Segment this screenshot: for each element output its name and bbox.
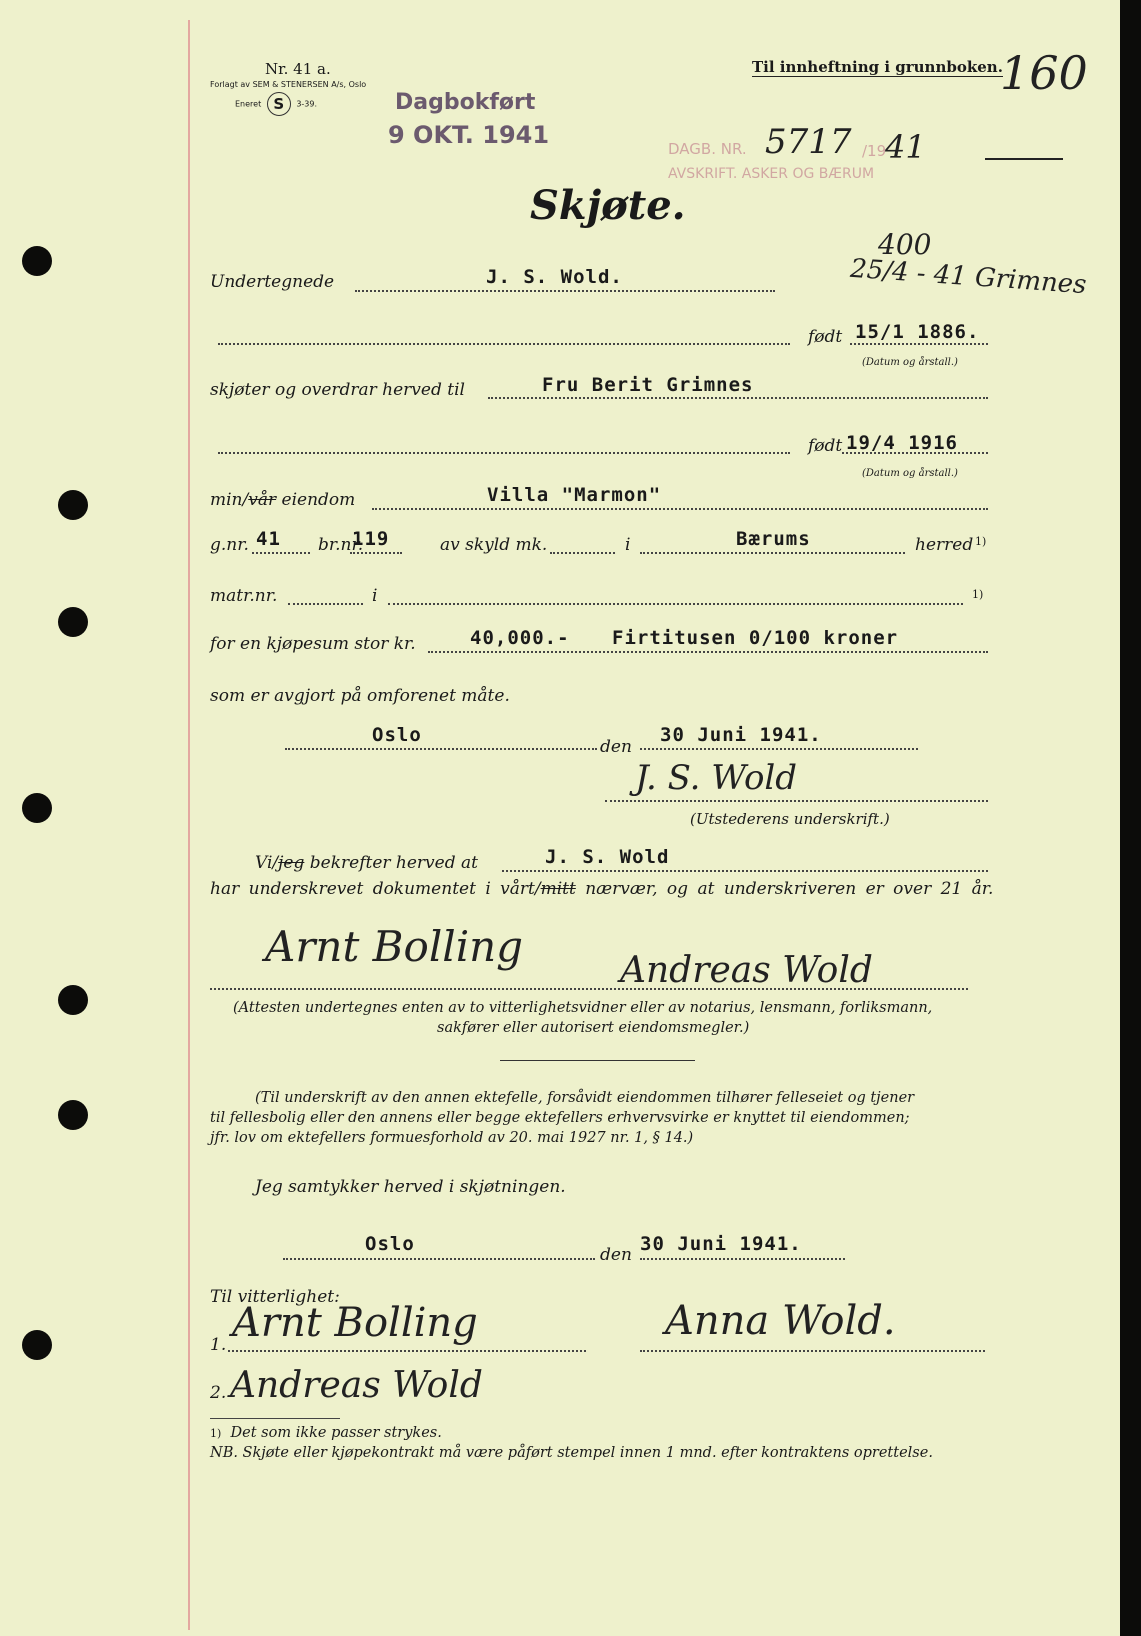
dotted-line (355, 290, 775, 292)
gnr-label: g.nr. (210, 535, 249, 555)
eiendom-rest: eiendom (276, 490, 356, 510)
herred-label: herred (915, 535, 974, 555)
eiendom-label (210, 490, 355, 510)
attest-note-1: (Attesten undertegnes enten av to vitterlighetsvidner eller av notarius, lensmann, forliksmann, (233, 1000, 933, 1016)
punch-hole (58, 985, 88, 1015)
page-number: 160 (1000, 46, 1088, 100)
dotted-line (288, 603, 363, 605)
avgjort-text: som er avgjort på omforenet måte. (210, 686, 510, 706)
form-number: Nr. 41 a. (265, 60, 331, 78)
dotted-line (428, 651, 988, 653)
eiendom-min: min/ (210, 490, 249, 510)
dagbokfort-date: 9 OKT. 1941 (388, 121, 550, 149)
undertegnede-label: Undertegnede (210, 272, 335, 292)
footnote-mark: 1) (975, 535, 987, 548)
dotted-line (372, 508, 988, 510)
dotted-line (640, 748, 918, 750)
publisher-line: Forlagt av SEM & STENERSEN A/s, Oslo (210, 80, 367, 89)
date-2: 30 Juni 1941. (640, 1233, 802, 1255)
vitterlighet-label: Til vitterlighet: (210, 1287, 340, 1307)
eiendom-var-struck: vår (248, 490, 277, 510)
dagb-nr-year: 41 (885, 128, 926, 166)
attest-line-1 (255, 853, 478, 873)
spouse-note-3: jfr. lov om ektefellers formuesforhold av 20. mai 1927 nr. 1, § 14.) (210, 1130, 694, 1146)
punch-hole (22, 1330, 52, 1360)
publisher-logo: S (267, 92, 291, 116)
mitt-struck: mitt (540, 879, 576, 899)
witness-2-signature: Andreas Wold (230, 1365, 483, 1406)
footnote-1 (210, 1425, 442, 1441)
seller-name: J. S. Wold. (486, 266, 623, 288)
den-label: den (600, 1245, 632, 1265)
dotted-line (842, 452, 988, 454)
attest-note-2: sakfører eller autorisert eiendomsmegler.) (437, 1020, 750, 1036)
dotted-line (218, 452, 790, 454)
attest-line-2: har underskrevet dokumentet i vårt/mitt nærvær, og at underskriveren er over 21 år. (210, 879, 994, 899)
footnote-1-text: Det som ikke passer strykes. (230, 1425, 442, 1441)
kjopesum-value: 40,000.- (470, 627, 570, 649)
dotted-line (640, 1258, 845, 1260)
buyer-name: Fru Berit Grimnes (542, 374, 754, 396)
witness-num-2: 2. (210, 1383, 227, 1403)
dotted-line (350, 552, 402, 554)
dotted-line (550, 552, 615, 554)
brnr-value: 119 (352, 528, 390, 550)
punch-hole (22, 793, 52, 823)
note-number: 400 (878, 228, 932, 261)
nb-footnote: NB. Skjøte eller kjøpekontrakt må være påført stempel innen 1 mnd. efter kontraktens oprettelse. (210, 1445, 933, 1461)
dotted-line (850, 343, 988, 345)
dotted-line (228, 1350, 586, 1352)
jeg-struck: jeg (278, 853, 305, 873)
punch-hole (58, 607, 88, 637)
eneret-text: Eneret (235, 99, 262, 109)
dotted-line (388, 603, 963, 605)
dotted-line (605, 800, 988, 802)
punch-hole (58, 490, 88, 520)
place-1: Oslo (372, 724, 422, 746)
kjopesum-words: Firtitusen 0/100 kroner (612, 627, 899, 649)
brnr-label: br.nr. (318, 535, 364, 555)
bekrefter-label: bekrefter herved at (304, 853, 478, 873)
dagbokfort-stamp: Dagbokført (395, 90, 536, 115)
transfer-label: skjøter og overdrar herved til (210, 380, 465, 400)
footnote-1-mark: 1) (210, 1427, 222, 1440)
matr-i-label: i (372, 586, 378, 606)
dotted-line (502, 870, 988, 872)
datum-note: (Datum og årstall.) (862, 357, 958, 368)
date-1: 30 Juni 1941. (660, 724, 822, 746)
dotted-line (640, 1350, 985, 1352)
dotted-line (285, 748, 597, 750)
witness-2-signature: Andreas Wold (620, 950, 873, 991)
witness-1-signature: Arnt Bolling (265, 922, 524, 971)
publisher-edition: 3-39. (296, 99, 318, 109)
dagb-nr-label: DAGB. NR. (668, 140, 747, 158)
gnr-value: 41 (256, 528, 281, 550)
witness-num-1: 1. (210, 1335, 227, 1355)
attested-person: J. S. Wold (545, 846, 670, 868)
kjopesum-label: for en kjøpesum stor kr. (210, 634, 416, 654)
spouse-note-1: (Til underskrift av den annen ektefelle, forsåvidt eiendommen tilhører felleseiet og tjener (255, 1090, 915, 1106)
seller-birthdate: 15/1 1886. (855, 321, 980, 343)
footnote-rule (210, 1418, 340, 1419)
punch-hole (22, 246, 52, 276)
dagb-nr-value: 5717 (765, 122, 852, 162)
binding-note: Til innheftning i grunnboken. (752, 58, 1003, 76)
property-name: Villa "Marmon" (487, 484, 662, 506)
herred-value: Bærums (736, 528, 811, 550)
buyer-birthdate: 19/4 1916 (846, 432, 958, 454)
datum-note: (Datum og årstall.) (862, 468, 958, 479)
dagb-nr-suffix: /19 (862, 142, 887, 160)
fodt-label: født (808, 327, 843, 347)
punch-hole (58, 1100, 88, 1130)
publisher-eneret (235, 92, 317, 116)
matr-label: matr.nr. (210, 586, 278, 606)
dotted-line (640, 552, 905, 554)
page-number-rule (985, 158, 1063, 160)
den-label: den (600, 737, 632, 757)
seller-signature: J. S. Wold (635, 758, 798, 798)
vi-label: Vi/ (255, 853, 279, 873)
dotted-line (283, 1258, 595, 1260)
spouse-signature: Anna Wold. (665, 1298, 896, 1344)
document-title: Skjøte. (530, 182, 686, 229)
utsteder-label: (Utstederens underskrift.) (690, 810, 890, 828)
margin-line (188, 20, 190, 1630)
place-2: Oslo (365, 1233, 415, 1255)
dotted-line (488, 397, 988, 399)
fodt-label: født (808, 436, 843, 456)
section-divider (500, 1060, 695, 1061)
witness-1-signature: Arnt Bolling (232, 1300, 478, 1346)
i-label: i (625, 535, 631, 555)
note-text: 25/4 - 41 Grimnes (849, 253, 1088, 301)
dotted-line (252, 552, 310, 554)
skyld-label: av skyld mk. (440, 535, 548, 555)
spouse-note-2: til fellesbolig eller den annens eller begge ektefellers erhvervsvirke er knyttet til eiendommen; (210, 1110, 910, 1126)
footnote-mark: 1) (972, 588, 984, 601)
dotted-line (218, 343, 790, 345)
consent-text: Jeg samtykker herved i skjøtningen. (255, 1177, 566, 1197)
dotted-line (210, 988, 968, 990)
avskrift-stamp: AVSKRIFT. ASKER OG BÆRUM (668, 166, 875, 182)
